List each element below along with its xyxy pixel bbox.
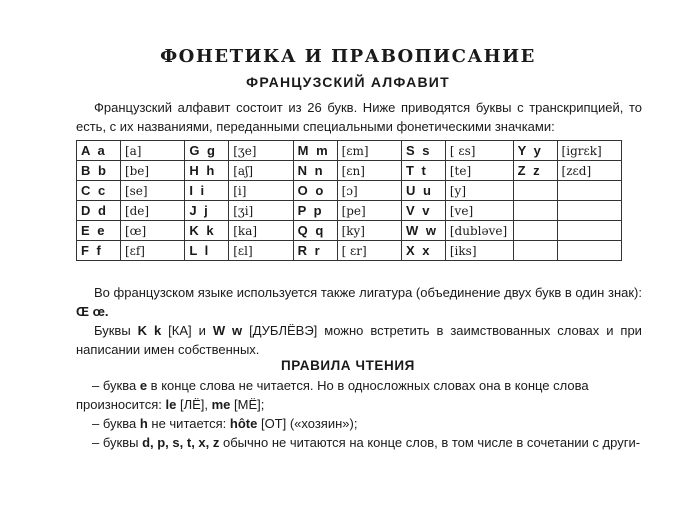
ligature-glyph: Œ œ. [76,304,109,319]
alphabet-row [77,201,622,221]
rule-final-pre: – буквы [92,435,139,450]
alphabet-row [77,221,622,241]
rule-h-example: hôte [229,416,258,431]
transcription-cell: [œ] [120,221,184,241]
borrowed-and: и [198,323,206,338]
letter-cell [513,181,557,201]
letter-cell: O o [293,181,337,201]
transcription-cell: [ ɛs] [445,141,513,161]
letter-cell [513,201,557,221]
letter-w: W w [212,323,243,338]
transcription-cell: [se] [120,181,184,201]
transcription-cell: [pe] [337,201,401,221]
letter-cell: B b [77,161,121,181]
transcription-cell: [te] [445,161,513,181]
transcription-cell: [ɛm] [337,141,401,161]
letter-cell: E e [77,221,121,241]
letter-cell: T t [401,161,445,181]
rule-e-pre: – буква [92,378,137,393]
page-title: ФОНЕТИКА И ПРАВОПИСАНИЕ [160,46,536,67]
rule-h-letter: h [139,416,148,431]
letter-w-name: [ДУБЛЁВЭ] [249,323,318,338]
transcription-cell: [aʃ] [229,161,293,181]
transcription-cell: [ɛf] [120,241,184,261]
letter-cell: U u [401,181,445,201]
transcription-cell: [ɔ] [337,181,401,201]
letter-cell: H h [185,161,229,181]
letter-cell: L l [185,241,229,261]
letter-k: K k [137,323,162,338]
rules-title: ПРАВИЛА ЧТЕНИЯ [281,358,415,373]
transcription-cell: [ ɛr] [337,241,401,261]
letter-cell: F f [77,241,121,261]
rule-e-text: в конце слова не читается. Но в односложных словах она в конце слова произносится: [76,378,589,412]
transcription-cell: [de] [120,201,184,221]
alphabet-row [77,241,622,261]
transcription-cell: [igrɛk] [557,141,621,161]
transcription-cell [557,181,621,201]
rule-e-example-2: me [211,397,231,412]
letter-cell: N n [293,161,337,181]
letter-cell: Q q [293,221,337,241]
letter-cell: A a [77,141,121,161]
transcription-cell [557,221,621,241]
transcription-cell: [y] [445,181,513,201]
letter-cell: S s [401,141,445,161]
transcription-cell [557,241,621,261]
rule-e-example-1-tr: [ЛЁ], [179,397,208,412]
transcription-cell: [ka] [229,221,293,241]
letter-cell: W w [401,221,445,241]
alphabet-row [77,141,622,161]
ligature-paragraph [76,283,642,321]
transcription-cell: [ʒe] [229,141,293,161]
transcription-cell: [i] [229,181,293,201]
letter-cell: Y y [513,141,557,161]
ligature-text: Во французском языке используется также лигатура (объединение двух букв в один знак): [94,285,642,300]
rule-final-text: обычно не читаются на конце слов, в том числе в сочетании с други- [223,435,641,450]
letter-cell [513,221,557,241]
letter-cell: I i [185,181,229,201]
rule-e-letter: e [139,378,148,393]
intro-paragraph: Французский алфавит состоит из 26 букв. Ниже приводятся буквы с транскрипцией, то есть, с их названиями, переданными специальными фонетическими значками: [76,100,642,134]
transcription-cell: [be] [120,161,184,181]
section-title: ФРАНЦУЗСКИЙ АЛФАВИТ [246,74,450,90]
rule-e [76,376,642,414]
letter-cell: G g [185,141,229,161]
rule-h [76,414,642,433]
alphabet-row [77,161,622,181]
rule-e-example-1: le [165,397,177,412]
alphabet-table [76,140,622,261]
letter-cell: V v [401,201,445,221]
transcription-cell: [iks] [445,241,513,261]
letter-cell: X x [401,241,445,261]
borrowed-pre: Буквы [94,323,131,338]
transcription-cell: [a] [120,141,184,161]
rule-final-consonants [76,433,642,452]
letter-k-name: [КА] [168,323,192,338]
letter-cell: M m [293,141,337,161]
letter-cell: K k [185,221,229,241]
rule-h-example-tr: [ОТ] («хозяин»); [260,416,358,431]
letter-cell: R r [293,241,337,261]
borrowed-letters-paragraph [76,321,642,359]
transcription-cell [557,201,621,221]
letter-cell: P p [293,201,337,221]
transcription-cell: [ɛn] [337,161,401,181]
rule-final-letters: d, p, s, t, x, z [142,435,220,450]
transcription-cell: [ve] [445,201,513,221]
rule-h-text: не читается: [151,416,227,431]
rule-h-pre: – буква [92,416,137,431]
transcription-cell: [ky] [337,221,401,241]
transcription-cell: [ʒi] [229,201,293,221]
letter-cell: Z z [513,161,557,181]
rule-e-example-2-tr: [МЁ]; [234,397,265,412]
borrowed-post: можно встретить в заимствованных словах и при написании имен собственных. [76,323,642,357]
letter-cell: J j [185,201,229,221]
letter-cell: D d [77,201,121,221]
letter-cell [513,241,557,261]
alphabet-row [77,181,622,201]
transcription-cell: [ɛl] [229,241,293,261]
transcription-cell: [dublǝve] [445,221,513,241]
letter-cell: C c [77,181,121,201]
transcription-cell: [zɛd] [557,161,621,181]
